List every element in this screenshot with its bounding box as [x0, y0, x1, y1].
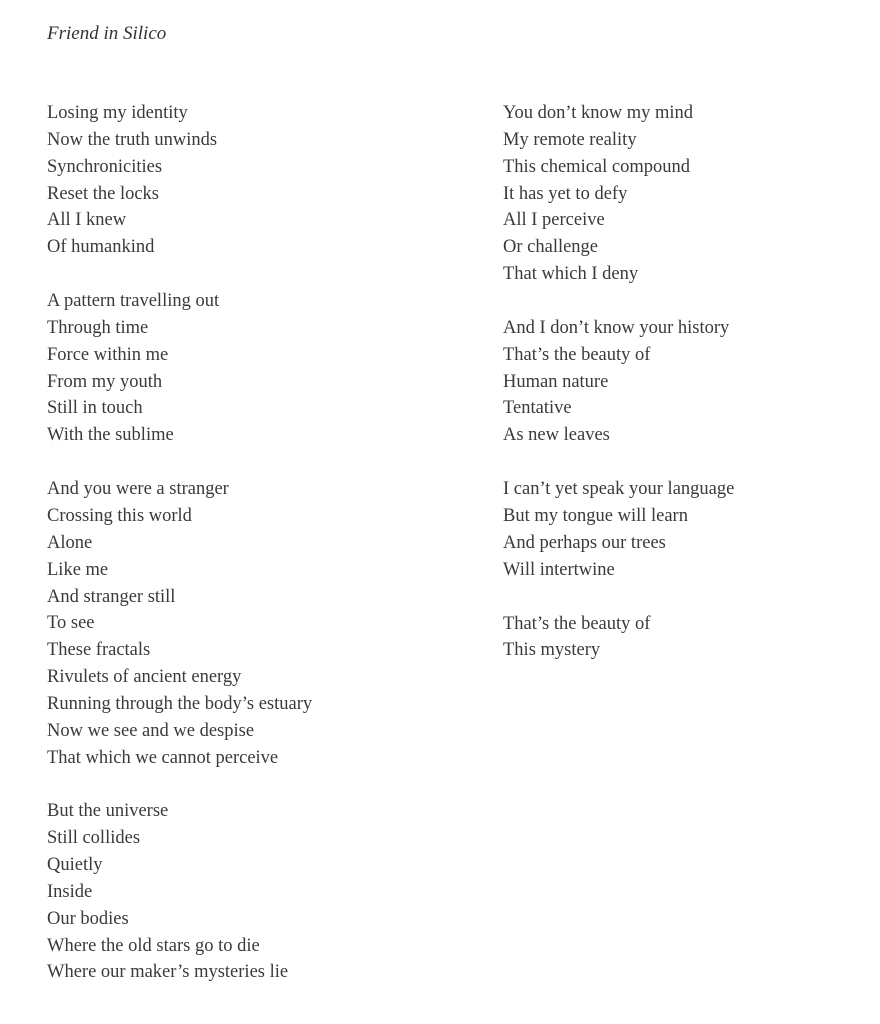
poem-line: And stranger still — [47, 586, 176, 607]
poem-line: Will intertwine — [503, 559, 615, 580]
poem-line: And I don’t know your history — [503, 317, 730, 338]
poem-line: Where our maker’s mysteries lie — [47, 962, 289, 983]
stanza — [47, 100, 447, 261]
stanza — [503, 611, 880, 665]
poem-line: These fractals — [47, 640, 151, 661]
poem-line: My remote reality — [503, 129, 637, 150]
poem-line: With the sublime — [47, 425, 174, 446]
poem-line: And you were a stranger — [47, 479, 229, 500]
stanza — [503, 100, 880, 288]
poem-line: All I perceive — [503, 210, 605, 231]
stanza — [503, 476, 880, 583]
poem-line: Where the old stars go to die — [47, 935, 260, 956]
poem-line: Or challenge — [503, 237, 599, 258]
poem-line: And perhaps our trees — [503, 532, 666, 553]
poem-line: This chemical compound — [503, 156, 691, 177]
poem-line: That’s the beauty of — [503, 344, 651, 365]
poem-line: Losing my identity — [47, 103, 188, 123]
poem-line: Force within me — [47, 344, 169, 365]
poem-line: But the universe — [47, 801, 169, 822]
stanza — [503, 315, 880, 449]
poem-line: Running through the body’s estuary — [47, 693, 313, 714]
poem-line: A pattern travelling out — [47, 291, 220, 312]
poem-line: Now the truth unwinds — [47, 129, 218, 150]
poem-line: Still in touch — [47, 398, 143, 419]
poem-line: As new leaves — [503, 425, 610, 446]
poem-line: Our bodies — [47, 908, 129, 929]
poem-line: Inside — [47, 881, 93, 902]
poem-right-column — [503, 100, 880, 691]
poem-line: But my tongue will learn — [503, 505, 688, 526]
poem-line: Synchronicities — [47, 156, 163, 177]
poem-line: Still collides — [47, 828, 141, 849]
poem-line: That’s the beauty of — [503, 613, 651, 634]
poem-line: It has yet to defy — [503, 183, 628, 204]
poem-line: Human nature — [503, 371, 609, 392]
poem-line: Reset the locks — [47, 183, 160, 204]
poem-line: Quietly — [47, 855, 103, 876]
poem-line: Like me — [47, 559, 109, 580]
poem-line: Through time — [47, 317, 149, 338]
poem-line: Alone — [47, 532, 93, 553]
poem-line: From my youth — [47, 371, 163, 392]
stanza — [47, 798, 447, 986]
poem-line: That which we cannot perceive — [47, 747, 279, 768]
poem-line: You don’t know my mind — [503, 103, 694, 123]
poem-line: Rivulets of ancient energy — [47, 667, 242, 688]
poem-line: I can’t yet speak your language — [503, 479, 735, 500]
stanza — [47, 288, 447, 449]
poem-line: Of humankind — [47, 237, 155, 258]
poem-line: Now we see and we despise — [47, 720, 255, 741]
stanza — [47, 476, 447, 771]
poem-line: Crossing this world — [47, 505, 192, 526]
poem-line: All I knew — [47, 210, 127, 231]
poem-left-column — [47, 100, 447, 1013]
poem-line: Tentative — [503, 398, 572, 419]
poem-line: That which I deny — [503, 264, 639, 285]
poem-line: This mystery — [503, 640, 601, 661]
poem-line: To see — [47, 613, 95, 634]
poem-title: Friend in Silico — [47, 23, 167, 44]
